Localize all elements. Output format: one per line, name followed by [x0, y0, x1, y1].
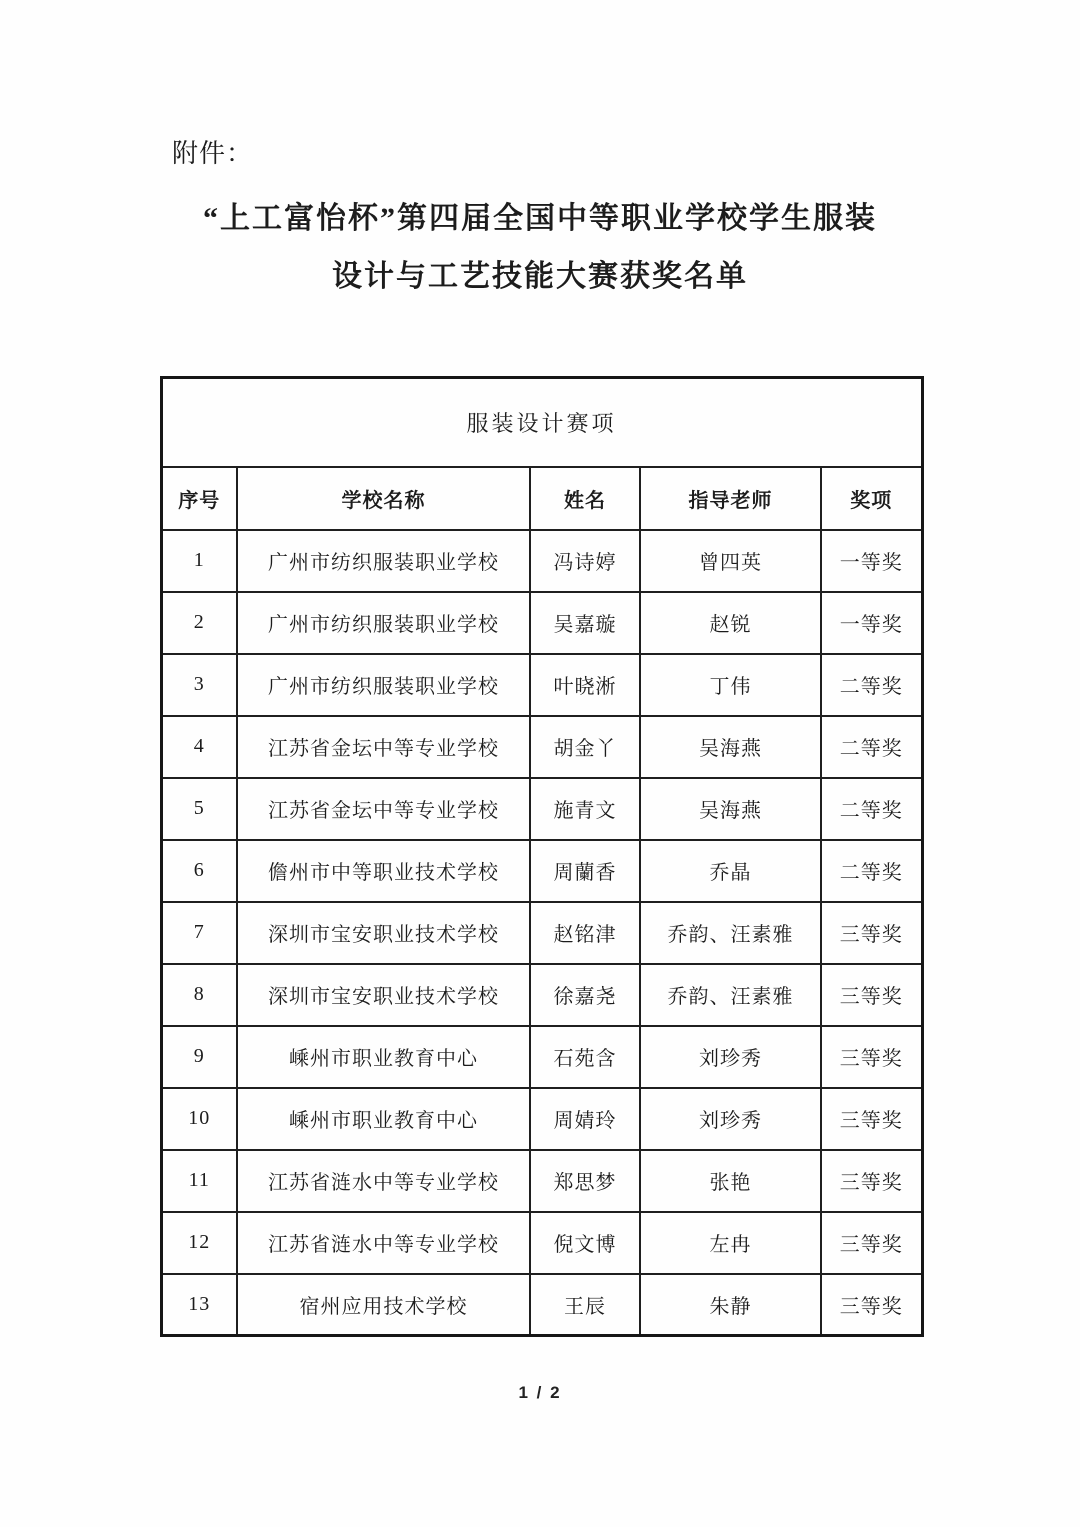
table-column-header-row [161, 467, 922, 530]
table-cell-teacher: 乔韵、汪素雅 [640, 902, 821, 964]
table-cell-teacher: 吴海燕 [640, 778, 821, 840]
table-cell-award: 三等奖 [821, 1088, 922, 1150]
table-row [161, 840, 922, 902]
table-cell-award: 三等奖 [821, 1274, 922, 1336]
table-cell-no: 1 [161, 530, 237, 592]
table-cell-no: 6 [161, 840, 237, 902]
table-cell-award: 三等奖 [821, 1150, 922, 1212]
table-cell-school: 广州市纺织服装职业学校 [237, 592, 530, 654]
column-header-name: 姓名 [530, 467, 640, 530]
table-cell-name: 郑思梦 [530, 1150, 640, 1212]
table-group-header: 服装设计赛项 [161, 378, 922, 467]
table-cell-school: 广州市纺织服装职业学校 [237, 654, 530, 716]
table-cell-school: 嵊州市职业教育中心 [237, 1088, 530, 1150]
table-cell-no: 8 [161, 964, 237, 1026]
table-row [161, 1088, 922, 1150]
table-cell-no: 13 [161, 1274, 237, 1336]
table-cell-award: 三等奖 [821, 964, 922, 1026]
table-cell-award: 二等奖 [821, 654, 922, 716]
table-cell-teacher: 曾四英 [640, 530, 821, 592]
table-cell-no: 7 [161, 902, 237, 964]
table-cell-school: 深圳市宝安职业技术学校 [237, 964, 530, 1026]
table-cell-name: 王辰 [530, 1274, 640, 1336]
table-cell-school: 江苏省涟水中等专业学校 [237, 1212, 530, 1274]
document-title-line-1: “上工富怡杯”第四届全国中等职业学校学生服装 [203, 202, 877, 235]
table-cell-school: 宿州应用技术学校 [237, 1274, 530, 1336]
table-cell-teacher: 乔晶 [640, 840, 821, 902]
table-cell-teacher: 左冉 [640, 1212, 821, 1274]
document-title [0, 190, 1080, 306]
table-cell-no: 12 [161, 1212, 237, 1274]
column-header-teacher: 指导老师 [640, 467, 821, 530]
table-group-header-row [161, 378, 922, 467]
table-cell-school: 江苏省金坛中等专业学校 [237, 778, 530, 840]
table-cell-teacher: 刘珍秀 [640, 1088, 821, 1150]
awards-table [160, 376, 924, 1337]
table-cell-no: 11 [161, 1150, 237, 1212]
table-row [161, 530, 922, 592]
column-header-school: 学校名称 [237, 467, 530, 530]
table-row [161, 964, 922, 1026]
table-cell-award: 一等奖 [821, 530, 922, 592]
table-cell-school: 广州市纺织服装职业学校 [237, 530, 530, 592]
table-cell-name: 周蘭香 [530, 840, 640, 902]
table-cell-no: 10 [161, 1088, 237, 1150]
table-cell-award: 三等奖 [821, 902, 922, 964]
table-cell-teacher: 朱静 [640, 1274, 821, 1336]
table-cell-name: 叶晓淅 [530, 654, 640, 716]
table-cell-name: 冯诗婷 [530, 530, 640, 592]
table-cell-no: 5 [161, 778, 237, 840]
table-cell-teacher: 刘珍秀 [640, 1026, 821, 1088]
column-header-no: 序号 [161, 467, 237, 530]
table-row [161, 778, 922, 840]
table-cell-school: 深圳市宝安职业技术学校 [237, 902, 530, 964]
table-row [161, 1150, 922, 1212]
table-row [161, 1212, 922, 1274]
table-cell-no: 9 [161, 1026, 237, 1088]
table-row [161, 902, 922, 964]
table-row [161, 654, 922, 716]
table-cell-teacher: 张艳 [640, 1150, 821, 1212]
table-cell-school: 嵊州市职业教育中心 [237, 1026, 530, 1088]
table-cell-name: 吴嘉璇 [530, 592, 640, 654]
table-cell-name: 施青文 [530, 778, 640, 840]
awards-table-container [160, 376, 921, 1337]
table-cell-award: 三等奖 [821, 1212, 922, 1274]
table-cell-award: 三等奖 [821, 1026, 922, 1088]
table-cell-school: 江苏省涟水中等专业学校 [237, 1150, 530, 1212]
attachment-label: 附件： [172, 139, 254, 168]
table-row [161, 1274, 922, 1336]
table-cell-award: 一等奖 [821, 592, 922, 654]
document-title-line-2: 设计与工艺技能大赛获奖名单 [332, 260, 748, 293]
page-number: 1 / 2 [518, 1383, 562, 1402]
table-cell-teacher: 吴海燕 [640, 716, 821, 778]
table-row [161, 716, 922, 778]
table-cell-name: 周婧玲 [530, 1088, 640, 1150]
table-body [161, 530, 922, 1336]
table-cell-name: 石苑含 [530, 1026, 640, 1088]
table-cell-award: 二等奖 [821, 840, 922, 902]
table-cell-name: 徐嘉尧 [530, 964, 640, 1026]
table-cell-teacher: 赵锐 [640, 592, 821, 654]
table-cell-name: 胡金丫 [530, 716, 640, 778]
table-cell-school: 儋州市中等职业技术学校 [237, 840, 530, 902]
table-cell-award: 二等奖 [821, 716, 922, 778]
table-cell-teacher: 丁伟 [640, 654, 821, 716]
table-row [161, 1026, 922, 1088]
table-cell-name: 赵铭津 [530, 902, 640, 964]
table-cell-school: 江苏省金坛中等专业学校 [237, 716, 530, 778]
table-cell-name: 倪文博 [530, 1212, 640, 1274]
column-header-award: 奖项 [821, 467, 922, 530]
table-row [161, 592, 922, 654]
table-cell-no: 2 [161, 592, 237, 654]
table-cell-no: 3 [161, 654, 237, 716]
table-cell-teacher: 乔韵、汪素雅 [640, 964, 821, 1026]
table-cell-award: 二等奖 [821, 778, 922, 840]
table-cell-no: 4 [161, 716, 237, 778]
